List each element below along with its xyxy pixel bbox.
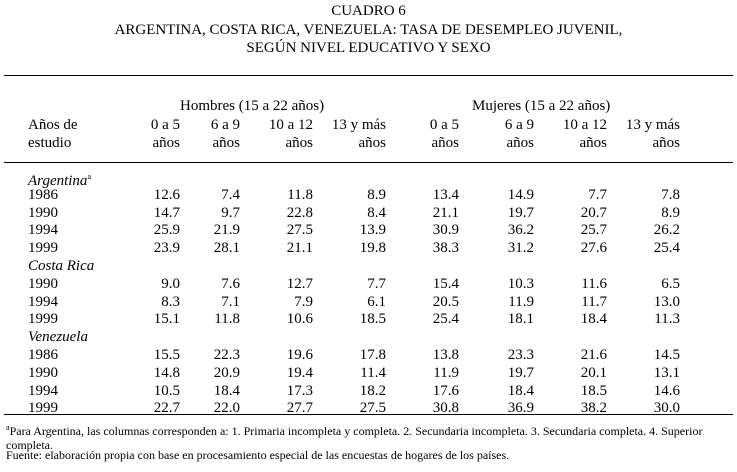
top-rule [4,75,733,76]
table-cell: 26.2 [653,222,680,239]
table-cell: 15.5 [153,347,180,363]
table-cell: 20.9 [213,364,240,381]
table-cell: 19.7 [507,204,534,221]
men-col-header-3-l2: años [285,135,313,151]
table-cell: 14.8 [153,364,180,381]
table-cell: 25.4 [653,240,680,257]
row-year: 1990 [28,275,58,292]
table-cell: 25.4 [432,311,459,328]
table-cell: 36.9 [507,400,534,417]
table-cell: 7.4 [221,186,240,203]
table-cell: 11.8 [287,186,313,203]
table-cell: 11.8 [214,311,240,328]
table-cell: 28.1 [213,240,240,257]
table-cell: 11.6 [581,275,607,292]
table-cell: 38.2 [580,400,607,417]
table-cell: 10.3 [507,275,534,292]
table-cell: 18.2 [359,382,386,399]
table-cell: 8.4 [367,204,386,221]
row-year: 1994 [28,222,58,239]
table-cell: 11.4 [360,364,386,381]
women-col-header-1-l1: 0 a 5 [429,117,459,133]
row-year: 1990 [28,364,58,381]
table-cell: 27.5 [286,222,313,239]
table-cell: 27.6 [580,240,607,257]
country-name: Argentina [28,173,88,189]
table-cell: 14.7 [153,204,180,221]
row-year: 1986 [28,347,58,363]
table-cell: 17.3 [286,382,313,399]
table-cell: 8.3 [161,293,180,310]
table-cell: 19.8 [359,240,386,257]
table-cell: 13.1 [653,364,680,381]
table-cell: 10.6 [286,311,313,328]
table-cell: 15.4 [432,275,459,292]
men-col-header-2-l1: 6 a 9 [210,117,240,133]
table-cell: 13.0 [653,293,680,310]
table-cell: 6.5 [661,275,680,292]
table-cell: 36.2 [507,222,534,239]
country-name: Venezuela [28,329,88,346]
table-cell: 7.7 [588,186,607,203]
table-cell: 27.5 [359,400,386,417]
women-group-header: Mujeres (15 a 22 años) [472,98,611,114]
footnote-mark: a [6,423,10,432]
table-cell: 25.9 [153,222,180,239]
bottom-rule [4,414,733,415]
table-cell: 13.8 [432,347,459,363]
table-cell: 18.5 [359,311,386,328]
table-cell: 22.0 [213,400,240,417]
country-label [28,328,88,346]
country-note-mark: a [87,172,91,181]
row-year: 1994 [28,293,58,310]
men-col-header-4-l2: años [358,135,386,151]
table-title-line-1: ARGENTINA, COSTA RICA, VENEZUELA: TASA DE DESEMPLEO JUVENIL, [114,22,623,38]
table-cell: 22.7 [153,400,180,417]
table-cell: 27.7 [286,400,313,417]
table-cell: 23.9 [153,240,180,257]
years-header-line1: Años de [28,117,78,133]
table-cell: 25.7 [580,222,607,239]
table-cell: 13.9 [359,222,386,239]
table-cell: 21.6 [580,347,607,363]
men-col-header-2-l2: años [212,135,240,151]
table-cell: 8.9 [661,204,680,221]
table-cell: 6.1 [367,293,386,310]
table-cell: 10.5 [153,382,180,399]
table-cell: 20.5 [432,293,459,310]
table-cell: 14.6 [653,382,680,399]
men-col-header-1-l1: 0 a 5 [150,117,180,133]
row-year: 1986 [28,186,58,203]
table-cell: 30.8 [432,400,459,417]
country-label [28,257,94,275]
women-col-header-4-l1: 13 y más [625,117,680,133]
table-cell: 11.7 [581,293,607,310]
women-col-header-1-l2: años [431,135,459,151]
table-cell: 11.9 [433,364,459,381]
table-cell: 12.6 [153,186,180,203]
women-col-header-3-l2: años [579,135,607,151]
men-col-header-1-l2: años [152,135,180,151]
table-cell: 14.5 [653,347,680,363]
years-header-line2: estudio [28,135,72,151]
table-cell: 17.8 [359,347,386,363]
table-cell: 7.6 [221,275,240,292]
table-cell: 18.5 [580,382,607,399]
table-cell: 20.7 [580,204,607,221]
row-year: 1999 [28,311,58,328]
row-year: 1999 [28,240,58,257]
table-cell: 9.7 [221,204,240,221]
table-cell: 18.4 [580,311,607,328]
men-group-header: Hombres (15 a 22 años) [180,98,325,114]
women-col-header-2-l2: años [506,135,534,151]
table-cell: 11.9 [508,293,534,310]
table-number: CUADRO 6 [331,3,406,19]
table-cell: 19.7 [507,364,534,381]
country-name: Costa Rica [28,258,95,274]
footnote-text: Para Argentina, las columnas corresponden a: 1. Primaria incompleta y completa. 2. Secundaria incompleta. 3. Secundaria completa. 4. Superior completa. [6,424,703,452]
table-cell: 7.9 [294,293,313,310]
row-year: 1999 [28,400,58,417]
table-cell: 22.8 [286,204,313,221]
men-col-header-4-l1: 13 y más [331,117,386,133]
table-cell: 38.3 [432,240,459,257]
table-cell: 12.7 [286,275,313,292]
table-cell: 20.1 [580,364,607,381]
table-cell: 7.8 [661,186,680,203]
table-cell: 30.9 [432,222,459,239]
table-cell: 31.2 [507,240,534,257]
table-cell: 18.1 [507,311,534,328]
table-cell: 14.9 [507,186,534,203]
women-col-header-2-l1: 6 a 9 [504,117,534,133]
table-cell: 21.1 [286,240,313,257]
table-cell: 18.4 [507,382,534,399]
table-cell: 15.1 [153,311,180,328]
table-cell: 13.4 [432,186,459,203]
table-cell: 17.6 [432,382,459,399]
header-rule [4,162,733,163]
table-cell: 21.9 [213,222,240,239]
table-cell: 19.4 [286,364,313,381]
table-cell: 9.0 [161,275,180,292]
women-col-header-4-l2: años [652,135,680,151]
women-col-header-3-l1: 10 a 12 [562,117,607,133]
row-year: 1994 [28,382,58,399]
table-cell: 23.3 [507,347,534,363]
table-cell: 21.1 [432,204,459,221]
men-col-header-3-l1: 10 a 12 [268,117,313,133]
table-cell: 8.9 [367,186,386,203]
table-cell: 7.1 [221,293,240,310]
table-cell: 18.4 [213,382,240,399]
table-cell: 7.7 [367,275,386,292]
table-cell: 11.3 [654,311,680,328]
source-note: Fuente: elaboración propia con base en procesamiento especial de las encuestas de hogares de los países. [6,448,510,462]
row-year: 1990 [28,204,58,221]
table-title-line-2: SEGÚN NIVEL EDUCATIVO Y SEXO [246,40,491,56]
table-cell: 19.6 [286,347,313,363]
table-cell: 30.0 [653,400,680,417]
table-cell: 22.3 [213,347,240,363]
